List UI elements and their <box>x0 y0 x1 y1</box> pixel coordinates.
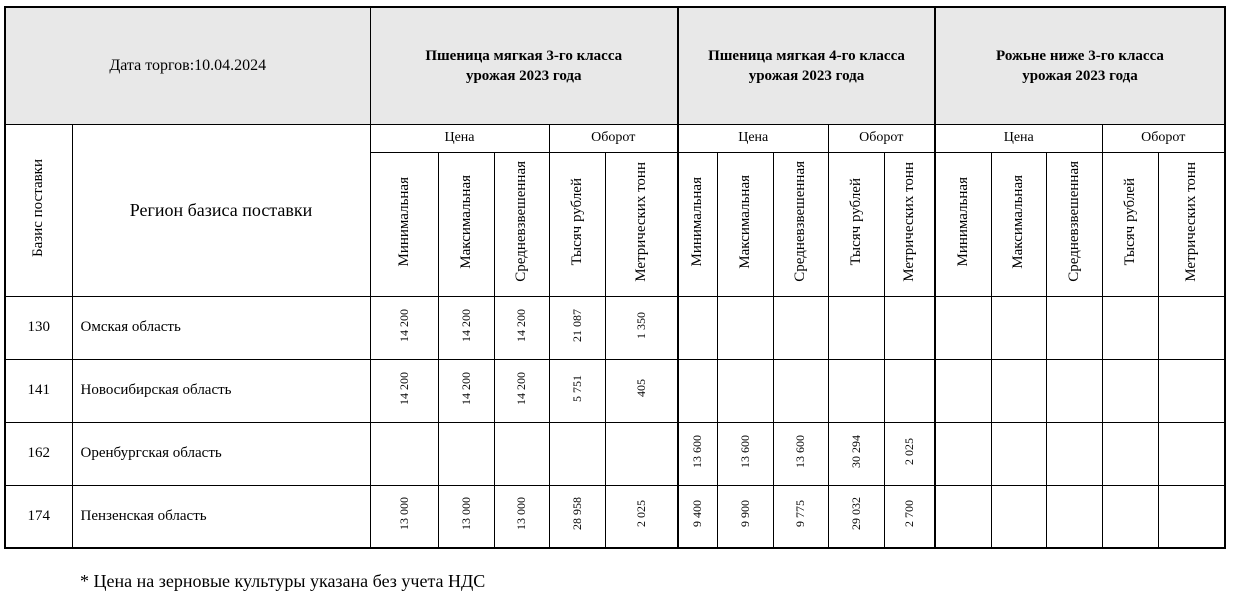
value-text: 13 600 <box>737 434 752 468</box>
value-cell <box>935 359 991 422</box>
column-header <box>494 152 549 296</box>
value-cell <box>370 422 438 485</box>
column-header-label: Максимальная <box>457 174 474 269</box>
region-cell: Омская область <box>72 296 370 359</box>
turnover-subheader: Оборот <box>549 124 678 152</box>
value-cell <box>884 485 935 548</box>
column-header-label: Метрических тонн <box>632 161 649 282</box>
region-cell: Оренбургская область <box>72 422 370 485</box>
value-cell <box>991 422 1046 485</box>
value-text: 405 <box>633 379 648 397</box>
value-cell <box>549 485 605 548</box>
value-cell <box>991 296 1046 359</box>
column-header <box>935 152 991 296</box>
column-header <box>828 152 884 296</box>
value-cell <box>549 422 605 485</box>
column-header-label: Средневзвешенная <box>513 161 529 282</box>
value-text: 14 200 <box>514 308 528 342</box>
column-header <box>549 152 605 296</box>
region-cell: Новосибирская область <box>72 359 370 422</box>
column-header <box>678 152 717 296</box>
group-title-wheat-3 <box>370 7 678 124</box>
value-text: 14 200 <box>396 308 411 342</box>
value-text: 13 600 <box>793 434 807 468</box>
column-header <box>1046 152 1102 296</box>
value-cell <box>1102 485 1158 548</box>
header-row-subgroups <box>5 124 1225 152</box>
value-cell <box>717 485 773 548</box>
value-cell <box>991 359 1046 422</box>
region-cell: Пензенская область <box>72 485 370 548</box>
value-cell <box>828 422 884 485</box>
value-cell <box>1046 422 1102 485</box>
header-row-groups <box>5 7 1225 124</box>
value-cell <box>678 485 717 548</box>
value-cell <box>717 359 773 422</box>
column-header <box>991 152 1046 296</box>
value-text: 13 000 <box>458 497 473 531</box>
value-cell <box>828 359 884 422</box>
basis-header-label: Базис поставки <box>30 158 47 257</box>
value-cell <box>494 359 549 422</box>
value-cell <box>1158 485 1225 548</box>
value-cell <box>370 296 438 359</box>
column-header-label: Максимальная <box>736 174 753 269</box>
price-subheader: Цена <box>678 124 828 152</box>
value-cell <box>773 296 828 359</box>
column-header-label: Максимальная <box>1010 174 1026 269</box>
value-cell <box>438 485 494 548</box>
basis-code-cell: 130 <box>5 296 72 359</box>
column-header <box>717 152 773 296</box>
basis-code-cell: 162 <box>5 422 72 485</box>
table-body <box>5 296 1225 548</box>
column-header <box>1158 152 1225 296</box>
column-header-label: Минимальная <box>395 176 412 267</box>
column-header-label: Метрических тонн <box>1182 161 1199 282</box>
column-header <box>370 152 438 296</box>
value-text: 1 350 <box>633 311 648 339</box>
column-header <box>1102 152 1158 296</box>
value-cell <box>773 485 828 548</box>
value-cell <box>884 422 935 485</box>
group-title-wheat-4 <box>678 7 935 124</box>
column-header-label: Минимальная <box>954 176 971 267</box>
column-header-label: Средневзвешенная <box>1065 161 1082 282</box>
value-cell <box>773 359 828 422</box>
value-text: 9 400 <box>690 500 705 528</box>
value-text: 14 200 <box>458 371 473 405</box>
value-cell <box>438 422 494 485</box>
value-cell <box>828 296 884 359</box>
column-header <box>438 152 494 296</box>
column-header <box>884 152 935 296</box>
value-cell <box>549 296 605 359</box>
value-cell <box>605 422 678 485</box>
value-cell <box>605 485 678 548</box>
value-text: 2 700 <box>901 500 916 528</box>
group-title-line2: урожая 2023 года <box>1022 67 1138 84</box>
table-row <box>5 422 1225 485</box>
group-title-rye-3 <box>935 7 1225 124</box>
value-cell <box>370 485 438 548</box>
value-cell <box>678 422 717 485</box>
price-subheader: Цена <box>935 124 1102 152</box>
value-text: 29 032 <box>848 497 863 531</box>
value-cell <box>935 485 991 548</box>
value-cell <box>991 485 1046 548</box>
trading-results-table <box>4 6 1226 549</box>
footnote: * Цена на зерновые культуры указана без учета НДС <box>80 571 486 591</box>
column-header-label: Тысяч рублей <box>568 177 585 266</box>
value-cell <box>828 485 884 548</box>
value-cell <box>370 359 438 422</box>
value-cell <box>773 422 828 485</box>
value-text: 2 025 <box>901 437 916 465</box>
value-cell <box>1102 422 1158 485</box>
group-title-line1: Рожьне ниже 3-го класса <box>996 47 1164 64</box>
column-header-label: Средневзвешенная <box>792 161 808 282</box>
value-text: 13 000 <box>396 497 411 531</box>
value-cell <box>678 359 717 422</box>
table-row <box>5 485 1225 548</box>
column-header-label: Минимальная <box>689 176 706 267</box>
value-cell <box>1046 485 1102 548</box>
turnover-subheader: Оборот <box>1102 124 1225 152</box>
group-title-line1: Пшеница мягкая 4-го класса <box>708 47 905 64</box>
column-header <box>773 152 828 296</box>
value-cell <box>1158 422 1225 485</box>
value-text: 30 294 <box>848 434 863 468</box>
group-title-line2: урожая 2023 года <box>465 67 582 84</box>
value-cell <box>605 359 678 422</box>
value-text: 9 775 <box>793 500 807 528</box>
basis-header <box>5 124 72 296</box>
value-cell <box>717 296 773 359</box>
value-text: 13 000 <box>514 497 528 531</box>
group-title-line2: урожая 2023 года <box>748 67 865 84</box>
value-text: 28 958 <box>569 497 584 531</box>
value-text: 14 200 <box>396 371 411 405</box>
value-cell <box>494 422 549 485</box>
column-header <box>605 152 678 296</box>
value-cell <box>1046 296 1102 359</box>
value-cell <box>1046 359 1102 422</box>
basis-code-cell: 174 <box>5 485 72 548</box>
value-cell <box>1102 359 1158 422</box>
value-cell <box>494 485 549 548</box>
table-row <box>5 359 1225 422</box>
column-header-label: Тысяч рублей <box>847 177 864 266</box>
value-text: 2 025 <box>633 500 648 528</box>
value-text: 13 600 <box>690 434 705 468</box>
value-text: 5 751 <box>569 374 584 402</box>
value-cell <box>935 422 991 485</box>
price-subheader: Цена <box>370 124 549 152</box>
value-cell <box>884 359 935 422</box>
value-cell <box>438 296 494 359</box>
group-title-line1: Пшеница мягкая 3-го класса <box>425 47 623 64</box>
turnover-subheader: Оборот <box>828 124 935 152</box>
value-text: 14 200 <box>458 308 473 342</box>
value-text: 21 087 <box>569 308 584 342</box>
column-header-label: Метрических тонн <box>900 161 917 282</box>
value-cell <box>1102 296 1158 359</box>
value-text: 14 200 <box>514 371 528 405</box>
value-cell <box>605 296 678 359</box>
value-cell <box>549 359 605 422</box>
value-cell <box>717 422 773 485</box>
trade-date: Дата торгов:10.04.2024 <box>5 7 370 124</box>
value-cell <box>678 296 717 359</box>
value-cell <box>494 296 549 359</box>
column-header-label: Тысяч рублей <box>1121 177 1138 266</box>
region-header: Регион базиса поставки <box>72 124 370 296</box>
table-row <box>5 296 1225 359</box>
value-cell <box>1158 359 1225 422</box>
value-cell <box>438 359 494 422</box>
value-text: 9 900 <box>737 500 752 528</box>
basis-code-cell: 141 <box>5 359 72 422</box>
value-cell <box>935 296 991 359</box>
value-cell <box>1158 296 1225 359</box>
value-cell <box>884 296 935 359</box>
